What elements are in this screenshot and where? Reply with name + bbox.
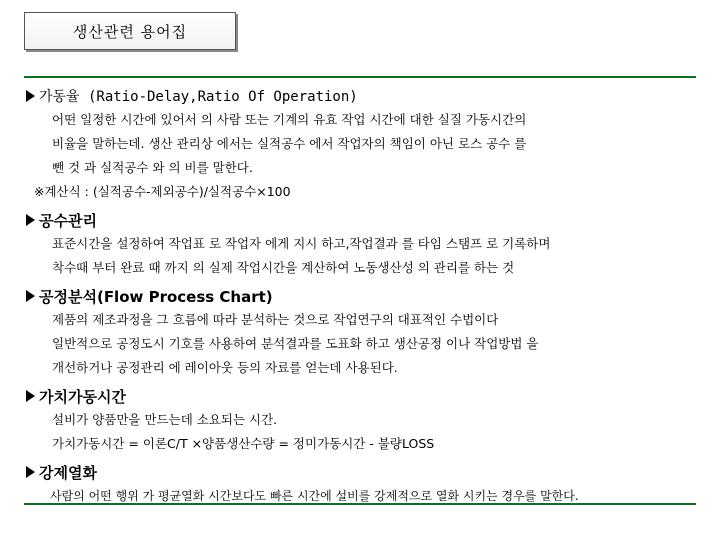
definition-line: 사람의 어떤 행위 가 평균열화 시간보다도 빠른 시간에 설비를 강제적으로 열화 시키는 경우를 말한다. — [50, 489, 579, 503]
term-title: 가동율 (Ratio-Delay,Ratio Of Operation) — [39, 89, 358, 105]
definition-line: 뺀 것 과 실적공수 와 의 비를 말한다. — [52, 160, 253, 175]
triangle-bullet-icon — [26, 214, 35, 226]
definition-line: 가치가동시간 = 이론C/T ×양품생산수량 = 정미가동시간 - 불량LOSS — [52, 436, 435, 451]
top-divider — [24, 76, 696, 78]
term-title: 공수관리 — [39, 211, 97, 230]
page-title: 생산관련 용어집 — [72, 22, 188, 41]
triangle-bullet-icon — [26, 390, 35, 402]
term-heading — [24, 208, 704, 232]
triangle-bullet-icon — [26, 290, 35, 302]
triangle-bullet-icon — [26, 90, 35, 102]
term-process-analysis — [24, 284, 704, 380]
term-value-operating-time — [24, 384, 704, 456]
formula-line: ※계산식 : (실적공수-제외공수)/실적공수×100 — [34, 184, 291, 199]
definition-line: 비율을 말하는데. 생산 관리상 에서는 실적공수 에서 작업자의 책임이 아닌 로스 공수 를 — [52, 136, 527, 151]
term-title: 공정분석(Flow Process Chart) — [39, 287, 273, 306]
term-heading — [24, 384, 704, 408]
definition-line: 일반적으로 공정도시 기호를 사용하여 분석결과를 도표화 하고 생산공정 이나 작업방법 을 — [52, 336, 539, 351]
definition-line: 표준시간을 설정하여 작업표 로 작업자 에게 지시 하고,작업결과 를 타임 스탬프 로 기록하며 — [52, 236, 551, 251]
definition-line: 설비가 양품만을 만드는데 소요되는 시간. — [52, 412, 278, 427]
term-title: 가치가동시간 — [39, 387, 126, 406]
definition-line: 어떤 일정한 시간에 있어서 의 사람 또는 기계의 유효 작업 시간에 대한 실질 가동시간의 — [52, 112, 527, 127]
term-manhour-management — [24, 208, 704, 280]
term-forced-deterioration — [24, 460, 704, 508]
glossary-content — [24, 80, 704, 508]
triangle-bullet-icon — [26, 466, 35, 478]
bottom-divider — [24, 503, 696, 505]
page-title-box — [24, 12, 236, 50]
term-heading — [24, 460, 704, 484]
term-operation-rate — [24, 84, 704, 204]
term-heading — [24, 84, 704, 108]
term-heading — [24, 284, 704, 308]
definition-line: 착수때 부터 완료 때 까지 의 실제 작업시간을 계산하여 노동생산성 의 관리를 하는 것 — [52, 260, 515, 275]
definition-line: 개선하거나 공정관리 에 레이아웃 등의 자료를 얻는데 사용된다. — [52, 360, 398, 375]
definition-line: 제품의 제조과정을 그 흐름에 따라 분석하는 것으로 작업연구의 대표적인 수법이다 — [52, 312, 499, 327]
term-title: 강제열화 — [39, 463, 97, 482]
